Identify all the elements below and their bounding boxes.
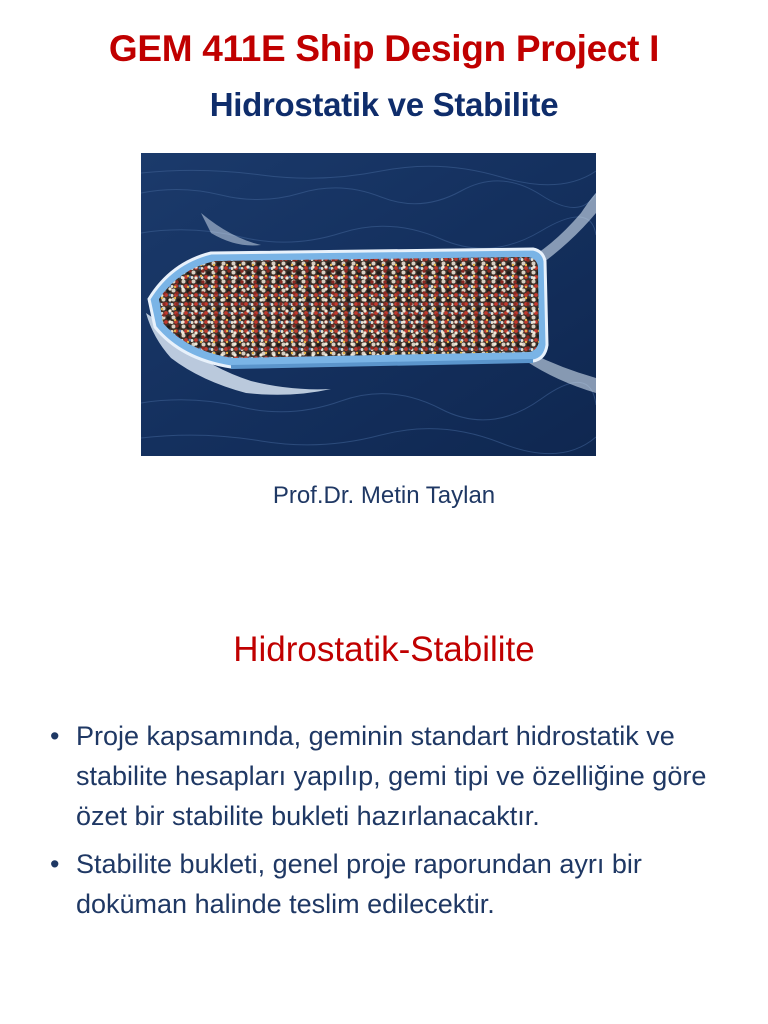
slide-content: [0, 600, 768, 1024]
slide-title-heading: GEM 411E Ship Design Project I: [108, 28, 660, 69]
bullet-item: [48, 844, 728, 924]
slide-content-heading: Hidrostatik-Stabilite: [233, 630, 535, 669]
bullet-icon: •: [50, 849, 60, 879]
bullet-list: [48, 716, 728, 932]
bullet-text: Stabilite bukleti, genel proje raporundan ayrı bir doküman halinde teslim edilecektir.: [76, 849, 642, 919]
slide-subtitle: Hidrostatik ve Stabilite: [209, 86, 559, 123]
bullet-item: [48, 716, 728, 836]
boat-photo: [141, 153, 596, 456]
author-name: Prof.Dr. Metin Taylan: [272, 482, 496, 509]
bullet-icon: •: [50, 721, 60, 751]
bullet-text: Proje kapsamında, geminin standart hidrostatik ve stabilite hesapları yapılıp, gemi tipi ve özelliğine göre özet bir stabilite bukleti hazırlanacaktır.: [76, 721, 707, 831]
